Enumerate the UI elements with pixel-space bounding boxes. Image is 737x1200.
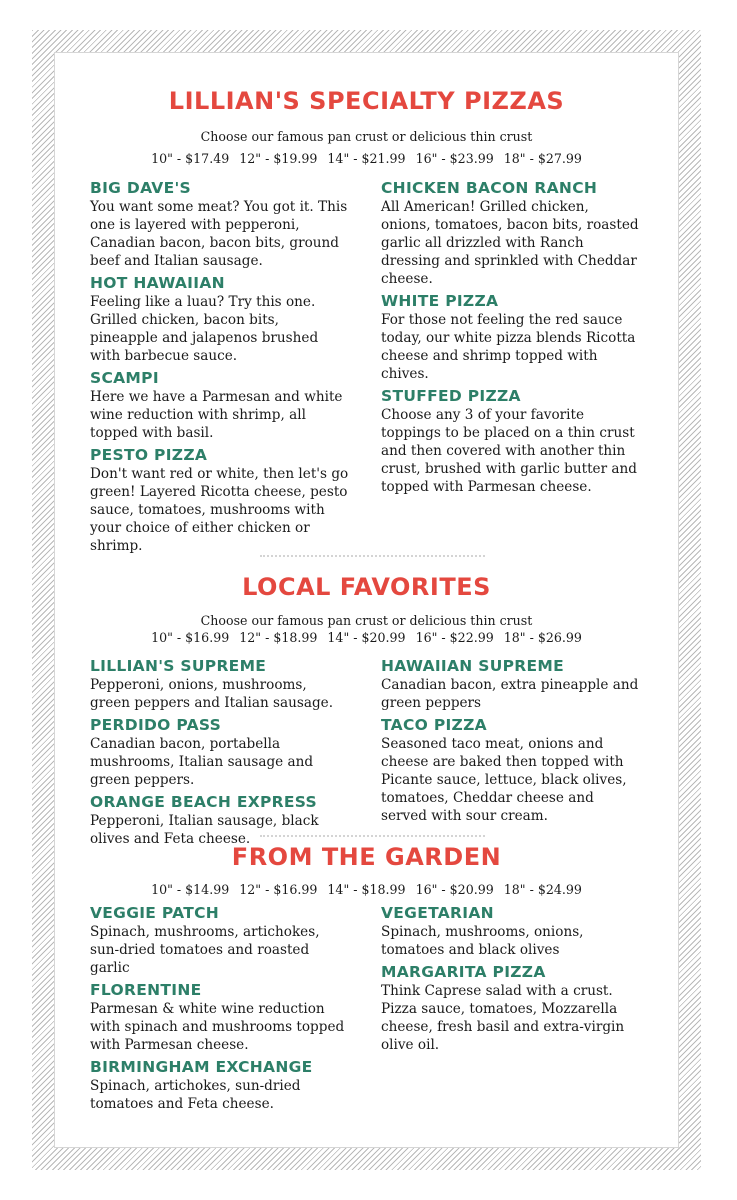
item-name: WHITE PIZZA (381, 292, 499, 310)
item-description: Pepperoni, onions, mushrooms, green peppers and Italian sausage. (90, 677, 334, 711)
garden-right-column (381, 904, 641, 1058)
item-description: Canadian bacon, extra pineapple and green peppers (381, 677, 639, 711)
item-description: All American! Grilled chicken, onions, tomatoes, bacon bits, roasted garlic all drizzled with Ranch dressing and sprinkled with Cheddar cheese. (381, 199, 639, 287)
menu-item (90, 904, 350, 977)
item-name: VEGETARIAN (381, 904, 494, 922)
item-name: BIG DAVE'S (90, 179, 192, 197)
garden-left-column (90, 904, 350, 1117)
item-name: LILLIAN'S SUPREME (90, 657, 267, 675)
item-name: STUFFED PIZZA (381, 387, 521, 405)
menu-item (381, 387, 641, 496)
item-name: ORANGE BEACH EXPRESS (90, 793, 317, 811)
price-18: 18" - $24.99 (503, 882, 582, 897)
item-description: You want some meat? You got it. This one is layered with pepperoni, Canadian bacon, bacon bits, ground beef and Italian sausage. (90, 199, 348, 269)
menu-item (90, 179, 350, 270)
section-divider (260, 835, 485, 837)
menu-item (381, 292, 641, 383)
price-row-specialty (55, 151, 678, 166)
specialty-left-column (90, 179, 350, 559)
menu-item (90, 716, 350, 789)
local-right-column (381, 657, 641, 829)
item-description: Feeling like a luau? Try this one. Grilled chicken, bacon bits, pineapple and jalapenos brushed with barbecue sauce. (90, 294, 319, 364)
section-title-local-favorites: LOCAL FAVORITES (242, 573, 491, 601)
menu-item (381, 904, 641, 959)
item-name: VEGGIE PATCH (90, 904, 220, 922)
price-14: 14" - $20.99 (327, 630, 406, 645)
item-description: Here we have a Parmesan and white wine reduction with shrimp, all topped with basil. (90, 389, 343, 441)
item-description: Pepperoni, Italian sausage, black olives and Feta cheese. (90, 813, 319, 847)
menu-item (90, 793, 350, 848)
price-12: 12" - $18.99 (239, 630, 318, 645)
section-subtitle-specialty: Choose our famous pan crust or delicious thin crust (200, 129, 533, 144)
price-16: 16" - $20.99 (415, 882, 494, 897)
price-row-from-the-garden (55, 882, 678, 897)
item-description: Choose any 3 of your favorite toppings to be placed on a thin crust and then covered with another thin crust, brushed with garlic butter and topped with Parmesan cheese. (381, 407, 637, 495)
item-name: BIRMINGHAM EXCHANGE (90, 1058, 313, 1076)
item-description: Think Caprese salad with a crust. Pizza sauce, tomatoes, Mozzarella cheese, fresh basil and extra-virgin olive oil. (381, 983, 625, 1053)
item-description: Parmesan & white wine reduction with spinach and mushrooms topped with Parmesan cheese. (90, 1001, 345, 1053)
price-10: 10" - $14.99 (151, 882, 230, 897)
item-name: TACO PIZZA (381, 716, 487, 734)
menu-item (90, 274, 350, 365)
section-subtitle-local-favorites: Choose our famous pan crust or delicious thin crust (200, 613, 533, 628)
menu-border-frame (32, 30, 701, 1170)
price-12: 12" - $19.99 (239, 151, 318, 166)
item-description: Spinach, mushrooms, onions, tomatoes and black olives (381, 924, 584, 958)
menu-item (90, 657, 350, 712)
item-name: HAWAIIAN SUPREME (381, 657, 565, 675)
item-description: Canadian bacon, portabella mushrooms, Italian sausage and green peppers. (90, 736, 314, 788)
price-row-local-favorites (55, 630, 678, 645)
specialty-right-column (381, 179, 641, 500)
item-description: Spinach, mushrooms, artichokes, sun-dried tomatoes and roasted garlic (90, 924, 320, 976)
menu-item (90, 446, 350, 555)
item-name: FLORENTINE (90, 981, 202, 999)
item-name: HOT HAWAIIAN (90, 274, 225, 292)
item-name: PESTO PIZZA (90, 446, 208, 464)
item-description: Don't want red or white, then let's go green! Layered Ricotta cheese, pesto sauce, tomatoes, mushrooms with your choice of either chicken or shrimp. (90, 466, 349, 554)
menu-item (90, 369, 350, 442)
item-name: CHICKEN BACON RANCH (381, 179, 598, 197)
price-12: 12" - $16.99 (239, 882, 318, 897)
section-title-from-the-garden: FROM THE GARDEN (231, 843, 502, 871)
menu-item (381, 657, 641, 712)
price-16: 16" - $22.99 (415, 630, 494, 645)
item-description: Seasoned taco meat, onions and cheese are baked then topped with Picante sauce, lettuce, black olives, tomatoes, Cheddar cheese and served with sour cream. (381, 736, 627, 824)
menu-item (90, 981, 350, 1054)
local-left-column (90, 657, 350, 852)
item-description: Spinach, artichokes, sun-dried tomatoes and Feta cheese. (90, 1078, 301, 1112)
price-18: 18" - $26.99 (503, 630, 582, 645)
price-10: 10" - $16.99 (151, 630, 230, 645)
price-10: 10" - $17.49 (151, 151, 230, 166)
section-divider (260, 555, 485, 557)
menu-item (381, 716, 641, 825)
price-18: 18" - $27.99 (503, 151, 582, 166)
item-name: PERDIDO PASS (90, 716, 222, 734)
item-name: SCAMPI (90, 369, 159, 387)
section-title-specialty: LILLIAN'S SPECIALTY PIZZAS (168, 87, 565, 115)
menu-item (381, 179, 641, 288)
price-14: 14" - $21.99 (327, 151, 406, 166)
price-14: 14" - $18.99 (327, 882, 406, 897)
item-name: MARGARITA PIZZA (381, 963, 546, 981)
menu-page (54, 52, 679, 1148)
item-description: For those not feeling the red sauce today, our white pizza blends Ricotta cheese and shrimp topped with chives. (381, 312, 636, 382)
menu-item (381, 963, 641, 1054)
menu-item (90, 1058, 350, 1113)
price-16: 16" - $23.99 (415, 151, 494, 166)
